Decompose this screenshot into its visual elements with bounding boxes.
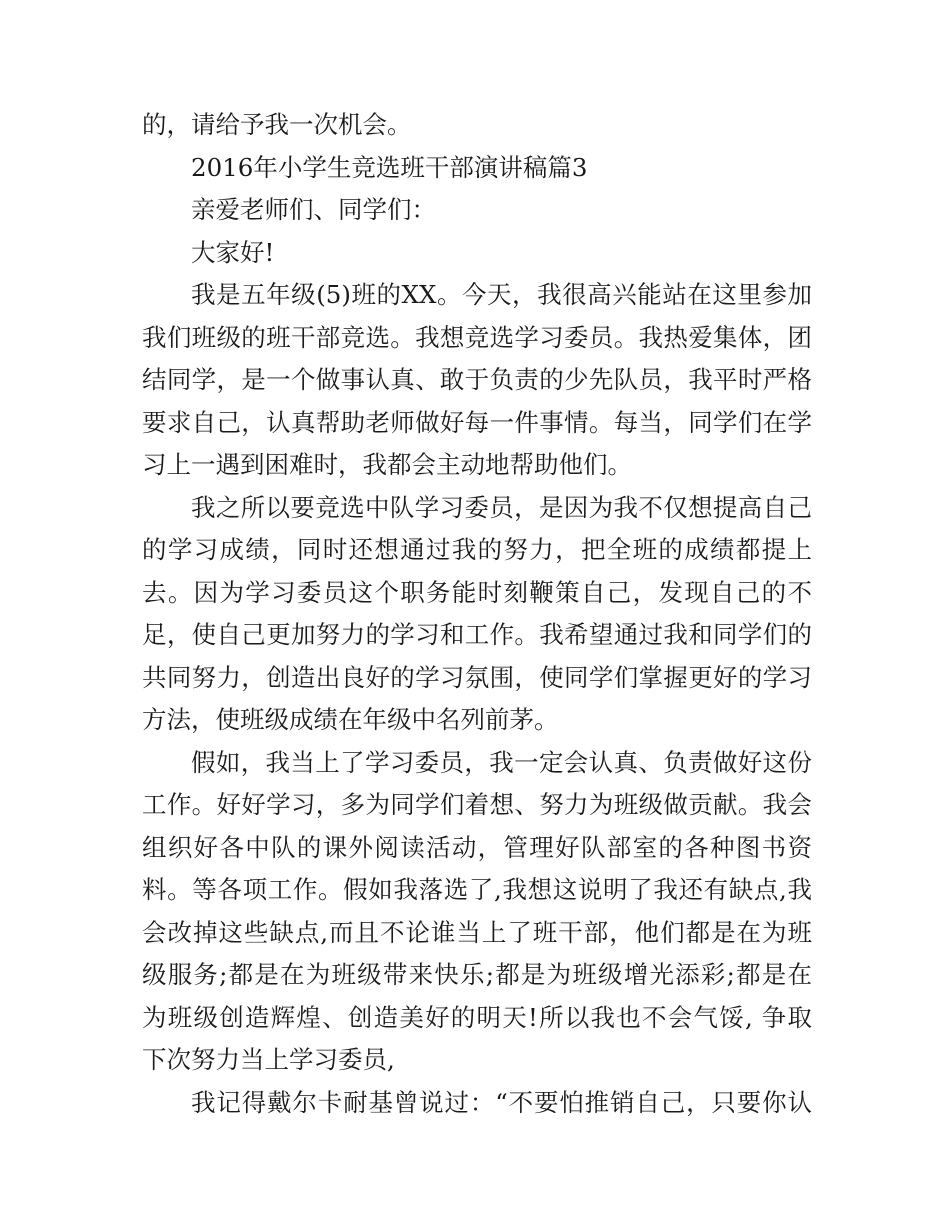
text-line: 我们班级的班干部竞选。我想竞选学习委员。我热爱集体，团 <box>142 322 812 352</box>
text-line: 习上一遇到困难时，我都会主动地帮助他们。 <box>142 450 632 479</box>
text-line: 组织好各中队的课外阅读活动，管理好队部室的各种图书资 <box>142 832 812 862</box>
text-line: 为班级创造辉煌、创造美好的明天!所以我也不会气馁, 争取 <box>142 1002 812 1032</box>
text-line: 级服务;都是在为班级带来快乐;都是为班级增光添彩;都是在 <box>142 960 812 989</box>
text-line: 要求自己，认真帮助老师做好每一件事情。每当，同学们在学 <box>142 407 812 437</box>
text-line: 去。因为学习委员这个职务能时刻鞭策自己，发现自己的不 <box>142 577 812 607</box>
section-heading: 2016年小学生竞选班干部演讲稿篇3 <box>191 152 588 182</box>
text-line: 我记得戴尔卡耐基曾说过：“不要怕推销自己，只要你认 <box>191 1087 812 1117</box>
text-line: 工作。好好学习，多为同学们着想、努力为班级做贡献。我会 <box>142 790 812 819</box>
salutation: 亲爱老师们、同学们： <box>191 195 436 224</box>
text-line: 足，使自己更加努力的学习和工作。我希望通过我和同学们的 <box>142 620 812 649</box>
text-line: 结同学，是一个做事认真、敢于负责的少先队员，我平时严格 <box>142 365 812 394</box>
text-line: 会改掉这些缺点,而且不论谁当上了班干部，他们都是在为班 <box>142 917 812 947</box>
text-line: 的学习成绩，同时还想通过我的努力，把全班的成绩都提上 <box>142 535 812 564</box>
text-line: 方法，使班级成绩在年级中名列前茅。 <box>142 705 559 734</box>
greeting: 大家好! <box>191 237 275 267</box>
text-line: 料。等各项工作。假如我落选了,我想这说明了我还有缺点,我 <box>142 875 812 904</box>
text-line: 共同努力，创造出良好的学习氛围，使同学们掌握更好的学习 <box>142 662 812 692</box>
document-body <box>142 104 812 1124</box>
text-line: 我是五年级(5)班的XX。今天，我很高兴能站在这里参加 <box>191 280 812 309</box>
text-line: 我之所以要竞选中队学习委员，是因为我不仅想提高自己 <box>191 492 812 522</box>
text-line: 的，请给予我一次机会。 <box>142 110 412 139</box>
text-line: 假如，我当上了学习委员，我一定会认真、负责做好这份 <box>191 747 812 777</box>
text-line: 下次努力当上学习委员, <box>142 1045 395 1074</box>
